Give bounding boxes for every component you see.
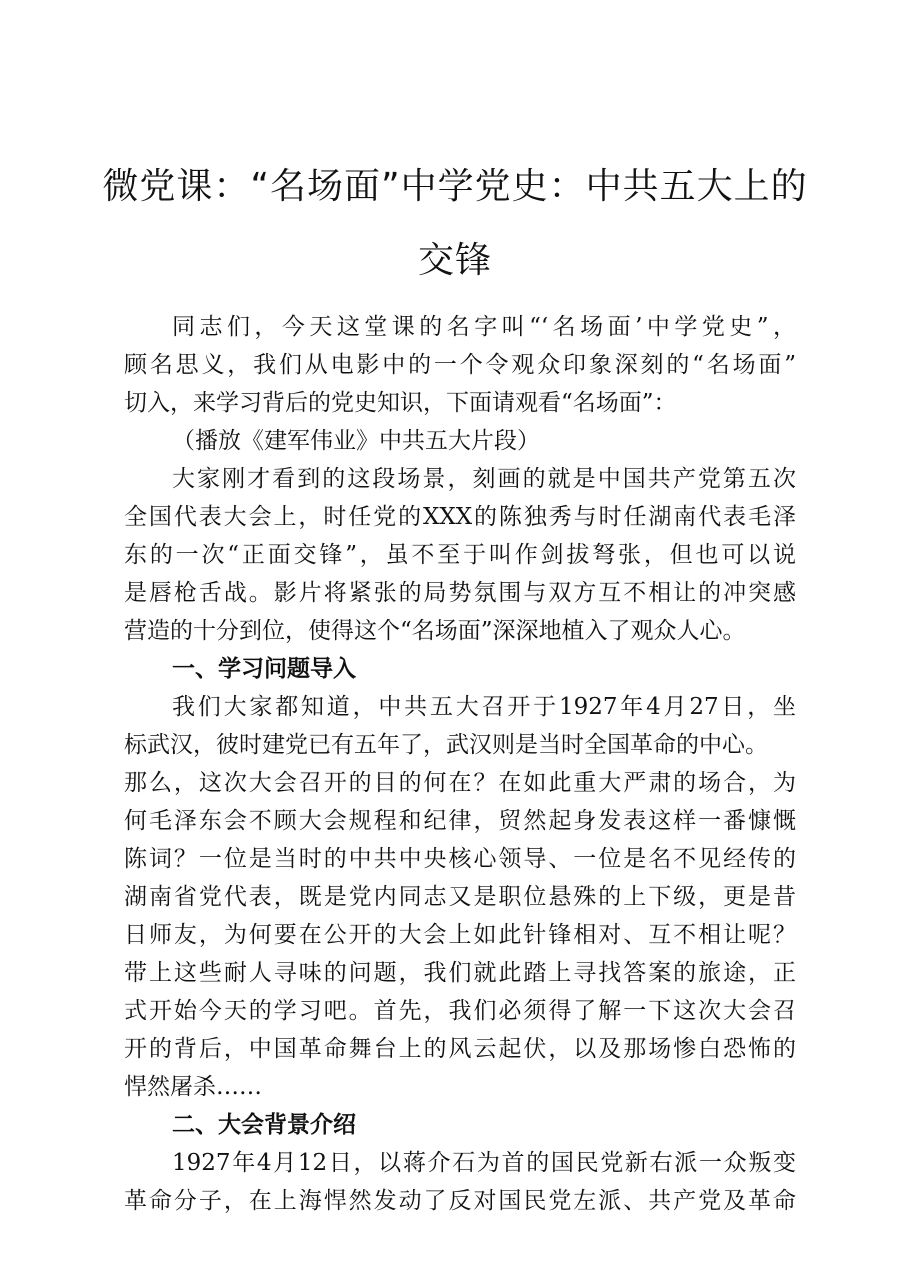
- paragraph-line: 标武汉，彼时建党已有五年了，武汉则是当时全国革命的中心。: [124, 732, 768, 758]
- paragraph-line: （播放《建军伟业》中共五大片段）: [172, 428, 540, 454]
- paragraph-line: 我们大家都知道，中共五大召开于1927年4月27日，坐: [172, 694, 796, 720]
- paragraph-line: 是唇枪舌战。影片将紧张的局势氛围与双方互不相让的冲突感: [124, 580, 796, 606]
- title-line-2: 交锋: [417, 240, 492, 281]
- paragraph-line: 营造的十分到位，使得这个“名场面”深深地植入了观众人心。: [124, 618, 746, 644]
- paragraph-line: 全国代表大会上，时任党的XXX的陈独秀与时任湖南代表毛泽: [124, 504, 796, 530]
- paragraph-line: 悍然屠杀……: [124, 1074, 262, 1100]
- paragraph-line: 同志们，今天这堂课的名字叫“‘名场面’中学党史”，: [172, 314, 796, 340]
- paragraph-line: 东的一次“正面交锋”，虽不至于叫作剑拔弩张，但也可以说: [124, 542, 796, 568]
- paragraph-line: 湖南省党代表，既是党内同志又是职位悬殊的上下级，更是昔: [124, 884, 796, 910]
- paragraph-line: 式开始今天的学习吧。首先，我们必须得了解一下这次大会召: [124, 998, 796, 1024]
- section-heading-1: 一、学习问题导入: [172, 656, 356, 682]
- paragraph-line: 切入，来学习背后的党史知识，下面请观看“名场面”：: [124, 390, 677, 416]
- page-title: [100, 150, 810, 298]
- paragraph-line: 大家刚才看到的这段场景，刻画的就是中国共产党第五次: [172, 466, 796, 492]
- paragraph-line: 日师友，为何要在公开的大会上如此针锋相对、互不相让呢？: [124, 922, 796, 948]
- paragraph-line: 革命分子，在上海悍然发动了反对国民党左派、共产党及革命: [124, 1188, 796, 1214]
- title-line-1: 微党课：“名场面”中学党史：中共五大上的: [102, 166, 808, 207]
- paragraph-line: 1927年4月12日，以蒋介石为首的国民党新右派一众叛变: [172, 1150, 796, 1176]
- paragraph-line: 何毛泽东会不顾大会规程和纪律，贸然起身发表这样一番慷慨: [124, 808, 796, 834]
- section-heading-2: 二、大会背景介绍: [172, 1112, 356, 1138]
- paragraph-line: 陈词？一位是当时的中共中央核心领导、一位是名不见经传的: [124, 846, 796, 872]
- paragraph-line: 顾名思义，我们从电影中的一个令观众印象深刻的“名场面”: [124, 352, 796, 378]
- paragraph-line: 开的背后，中国革命舞台上的风云起伏，以及那场惨白恐怖的: [124, 1036, 796, 1062]
- document-body: [124, 308, 824, 1220]
- paragraph-line: 带上这些耐人寻味的问题，我们就此踏上寻找答案的旅途，正: [124, 960, 796, 986]
- paragraph-line: 那么，这次大会召开的目的何在？在如此重大严肃的场合，为: [124, 770, 796, 796]
